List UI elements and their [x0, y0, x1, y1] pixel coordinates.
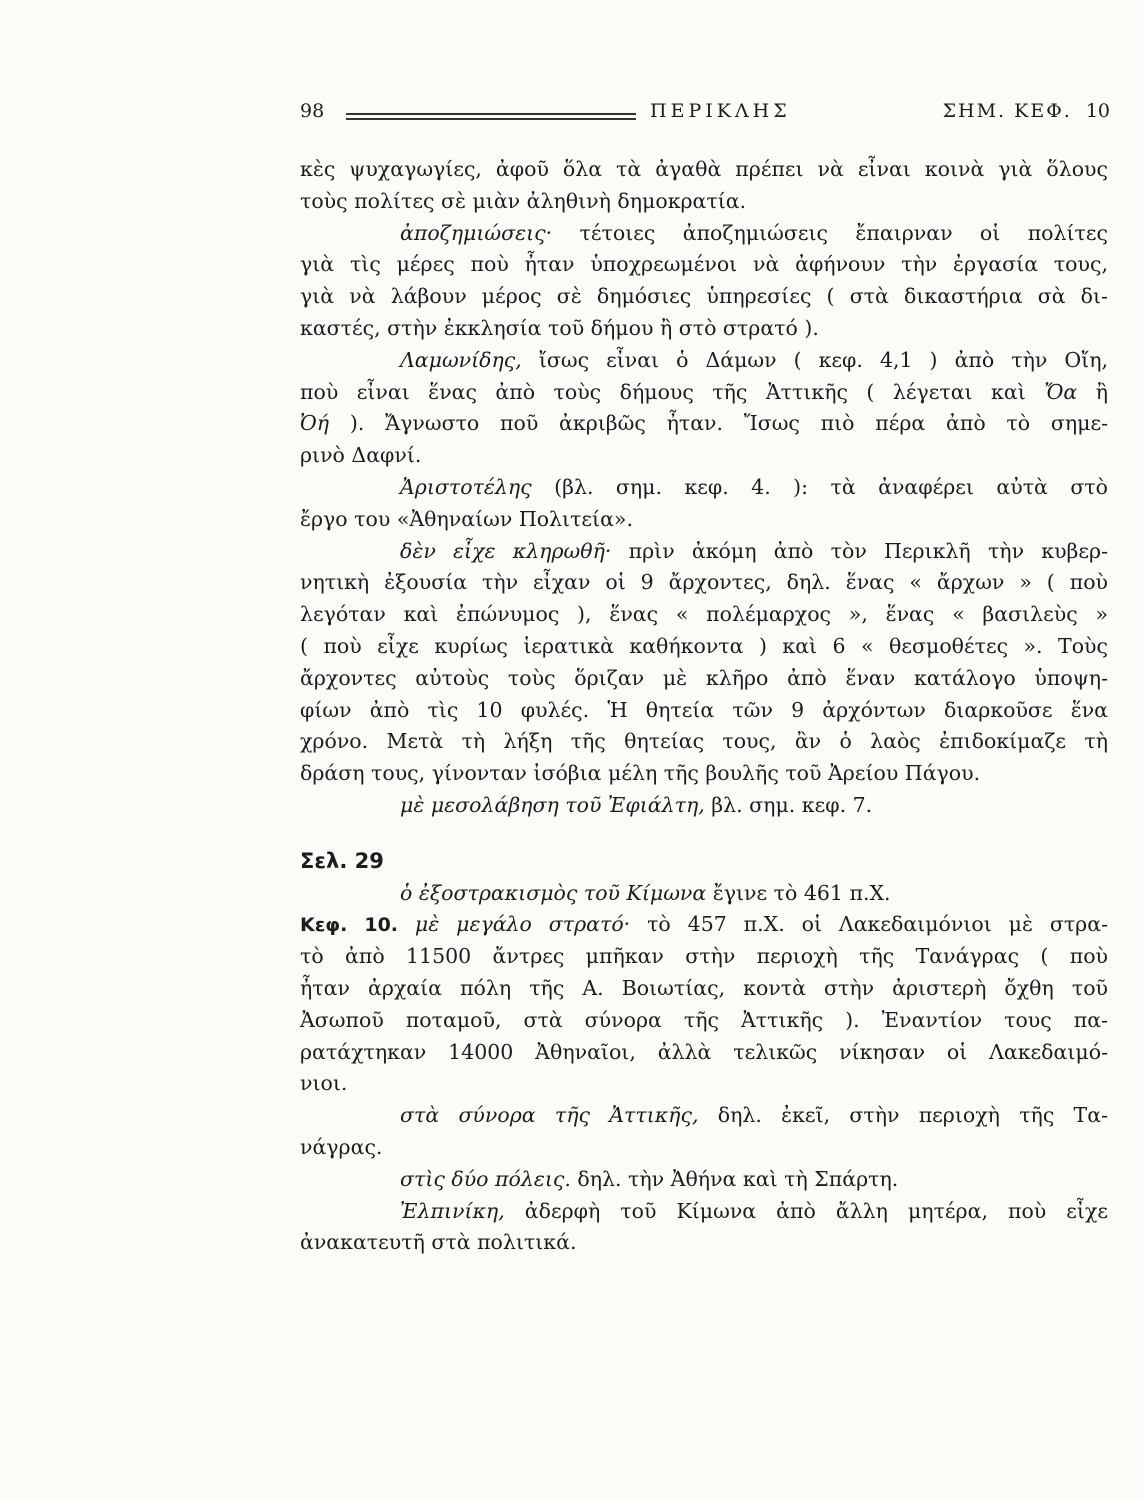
text-line	[300, 186, 1108, 218]
paragraph	[300, 218, 1108, 345]
text-run: ἀδερφὴ τοῦ Κίμωνα ἀπὸ ἄλλη μητέρα, ποὺ εἶχε	[504, 1198, 1108, 1223]
text-line	[300, 909, 1108, 941]
text-line	[300, 472, 1108, 504]
text-line	[300, 1164, 1108, 1196]
text-line	[300, 663, 1108, 695]
text-line	[300, 567, 1108, 599]
italic-term: Ἀριστοτέλης	[400, 474, 532, 499]
italic-term: Ὀή	[300, 411, 330, 436]
text-run: ἄρχοντες αὐτοὺς τοὺς ὅριζαν μὲ κλῆρο ἀπὸ ἕναν κατάλογο ὑποψη-	[300, 665, 1108, 690]
text-line	[300, 377, 1108, 409]
italic-term: Ἐλπινίκη,	[400, 1198, 505, 1223]
paragraph	[300, 1100, 1108, 1164]
text-line	[300, 631, 1108, 663]
text-run: ποὺ εἶναι ἕνας ἀπὸ τοὺς δήμους τῆς Ἀττικῆς ( λέγεται καὶ	[300, 379, 1045, 404]
text-run: ἢ	[1077, 379, 1108, 404]
text-run: γιὰ νὰ λάβουν μέρος σὲ δημόσιες ὑπηρεσίες ( στὰ δικαστήρια σὰ δι-	[300, 284, 1108, 309]
text-line	[300, 1037, 1108, 1069]
italic-term: μὲ μεγάλο στρατό·	[414, 912, 631, 937]
page-number: 98	[300, 100, 325, 122]
header-title: ΠΕΡΙΚΛΗΣ	[650, 100, 791, 122]
paragraph	[300, 154, 1108, 218]
text-run: γιὰ τὶς μέρες ποὺ ἦταν ὑποχρεωμένοι νὰ ἀφήνουν τὴν ἐργασία τους,	[300, 252, 1108, 277]
text-line	[300, 440, 1108, 472]
text-run: κὲς ψυχαγωγίες, ἀφοῦ ὅλα τὰ ἀγαθὰ πρέπει νὰ εἶναι κοινὰ γιὰ ὅλους	[300, 157, 1108, 181]
text-run: ( ποὺ εἶχε κυρίως ἱερατικὰ καθήκοντα ) καὶ 6 « θεσμοθέτες ». Τοὺς	[300, 633, 1108, 658]
text-line	[300, 408, 1108, 440]
text-run: ἔγινε τὸ 461 π.Χ.	[706, 880, 891, 905]
text-line	[300, 1068, 1108, 1100]
running-header	[300, 100, 1110, 132]
text-run: βλ. σημ. κεφ. 7.	[704, 792, 873, 817]
text-line	[300, 504, 1108, 536]
text-run: ). Ἄγνωστο ποῦ ἀκριβῶς ἦταν. Ἴσως πιὸ πέρα ἀπὸ τὸ σημε-	[329, 411, 1108, 436]
paragraph	[300, 536, 1108, 790]
italic-term: στὶς δύο πόλεις.	[400, 1166, 571, 1191]
text-line	[300, 218, 1108, 250]
paragraph	[300, 1196, 1108, 1260]
text-run: καστές, στὴν ἐκκλησία τοῦ δήμου ἢ στὸ στρατό ).	[300, 315, 819, 340]
text-line	[300, 790, 1108, 822]
text-run: τοὺς πολίτες σὲ μιὰν ἀληθινὴ δημοκρατία.	[300, 188, 747, 213]
text-line	[300, 1196, 1108, 1228]
text-run: φίων ἀπὸ τὶς 10 φυλές. Ἡ θητεία τῶν 9 ἀρχόντων διαρκοῦσε ἕνα	[300, 697, 1108, 722]
italic-term: μὲ μεσολάβηση τοῦ Ἐφιάλτη,	[400, 792, 705, 817]
paragraph	[300, 472, 1108, 536]
text-run: δηλ. ἐκεῖ, στὴν περιοχὴ τῆς Τα-	[698, 1103, 1109, 1128]
text-line	[300, 758, 1108, 790]
text-run: δράση τους, γίνονταν ἰσόβια μέλη τῆς βουλῆς τοῦ Ἀρείου Πάγου.	[300, 761, 981, 786]
text-line	[300, 599, 1108, 631]
text-run: (βλ. σημ. κεφ. 4. ): τὰ ἀναφέρει αὐτὰ στὸ	[531, 474, 1108, 499]
text-run: τὸ 457 π.Χ. οἱ Λακεδαιμόνιοι μὲ στρα-	[630, 912, 1108, 937]
text-run: νάγρας.	[300, 1134, 383, 1159]
text-line	[300, 1005, 1108, 1037]
section-gap	[300, 822, 1108, 846]
text-line	[300, 1100, 1108, 1132]
text-run: ρατάχτηκαν 14000 Ἀθηναῖοι, ἀλλὰ τελικῶς νίκησαν οἱ Λακεδαιμό-	[300, 1039, 1108, 1064]
text-run: ρινὸ Δαφνί.	[300, 443, 422, 468]
header-chapter-label: ΣΗΜ. ΚΕΦ.	[942, 100, 1072, 122]
italic-term: στὰ σύνορα τῆς Ἀττικῆς,	[400, 1103, 699, 1128]
text-run: ἔργο του «Ἀθηναίων Πολιτεία».	[300, 506, 633, 531]
bold-label: Κεφ. 10.	[300, 914, 399, 937]
paragraph	[300, 1164, 1108, 1196]
italic-term: δὲν εἶχε κληρωθῆ·	[400, 538, 612, 563]
paragraph	[300, 909, 1108, 1100]
text-line	[300, 1227, 1108, 1259]
italic-term: ἀποζημιώσεις·	[400, 220, 553, 245]
section-heading: Σελ. 29	[300, 848, 384, 873]
text-line	[300, 345, 1108, 377]
text-line	[300, 878, 1108, 910]
text-run: νιοι.	[300, 1071, 348, 1096]
text-run: λεγόταν καὶ ἐπώνυμος ), ἕνας « πολέμαρχος », ἕνας « βασιλεὺς »	[300, 602, 1108, 627]
header-rule	[346, 113, 636, 120]
text-line	[300, 726, 1108, 758]
text-run: χρόνο. Μετὰ τὴ λήξη τῆς θητείας τους, ἂν ὁ λαὸς ἐπιδοκίμαζε τὴ	[300, 729, 1108, 754]
text-line	[300, 1132, 1108, 1164]
text-line	[300, 941, 1108, 973]
italic-term: Λαμωνίδης,	[400, 347, 522, 372]
body-text	[300, 154, 1108, 1259]
paragraph	[300, 345, 1108, 472]
text-line	[300, 536, 1108, 568]
header-chapter-number: 10	[1085, 100, 1110, 122]
text-run: Ἀσωποῦ ποταμοῦ, στὰ σύνορα τῆς Ἀττικῆς ). Ἐναντίον τους πα-	[300, 1007, 1108, 1032]
text-line	[300, 313, 1108, 345]
text-line	[300, 249, 1108, 281]
text-run: πρὶν ἀκόμη ἀπὸ τὸν Περικλῆ τὴν κυβερ-	[611, 538, 1109, 563]
italic-term: Ὄα	[1044, 379, 1078, 404]
text-line	[300, 695, 1108, 727]
text-run: τὸ ἀπὸ 11500 ἄντρες μπῆκαν στὴν περιοχὴ τῆς Τανάγρας ( ποὺ	[300, 944, 1108, 969]
text-line	[300, 154, 1108, 186]
text-run: νητικὴ ἐξουσία τὴν εἶχαν οἱ 9 ἄρχοντες, δηλ. ἕνας « ἄρχων » ( ποὺ	[300, 570, 1108, 595]
text-line	[300, 281, 1108, 313]
text-run: ἦταν ἀρχαία πόλη τῆς Α. Βοιωτίας, κοντὰ στὴν ἀριστερὴ ὄχθη τοῦ	[300, 975, 1108, 1000]
paragraph	[300, 790, 1108, 822]
text-run: δηλ. τὴν Ἀθήνα καὶ τὴ Σπάρτη.	[570, 1166, 899, 1191]
text-run	[398, 912, 415, 936]
paragraph	[300, 878, 1108, 910]
text-run: ἀνακατευτῆ στὰ πολιτικά.	[300, 1230, 577, 1255]
text-run: τέτοιες ἀποζημιώσεις ἔπαιρναν οἱ πολίτες	[552, 220, 1108, 245]
italic-term: ὁ ἐξοστρακισμὸς τοῦ Κίμωνα	[400, 880, 707, 905]
text-run: ἴσως εἶναι ὁ Δάμων ( κεφ. 4,1 ) ἀπὸ τὴν Οἴη,	[521, 347, 1108, 372]
text-line	[300, 973, 1108, 1005]
